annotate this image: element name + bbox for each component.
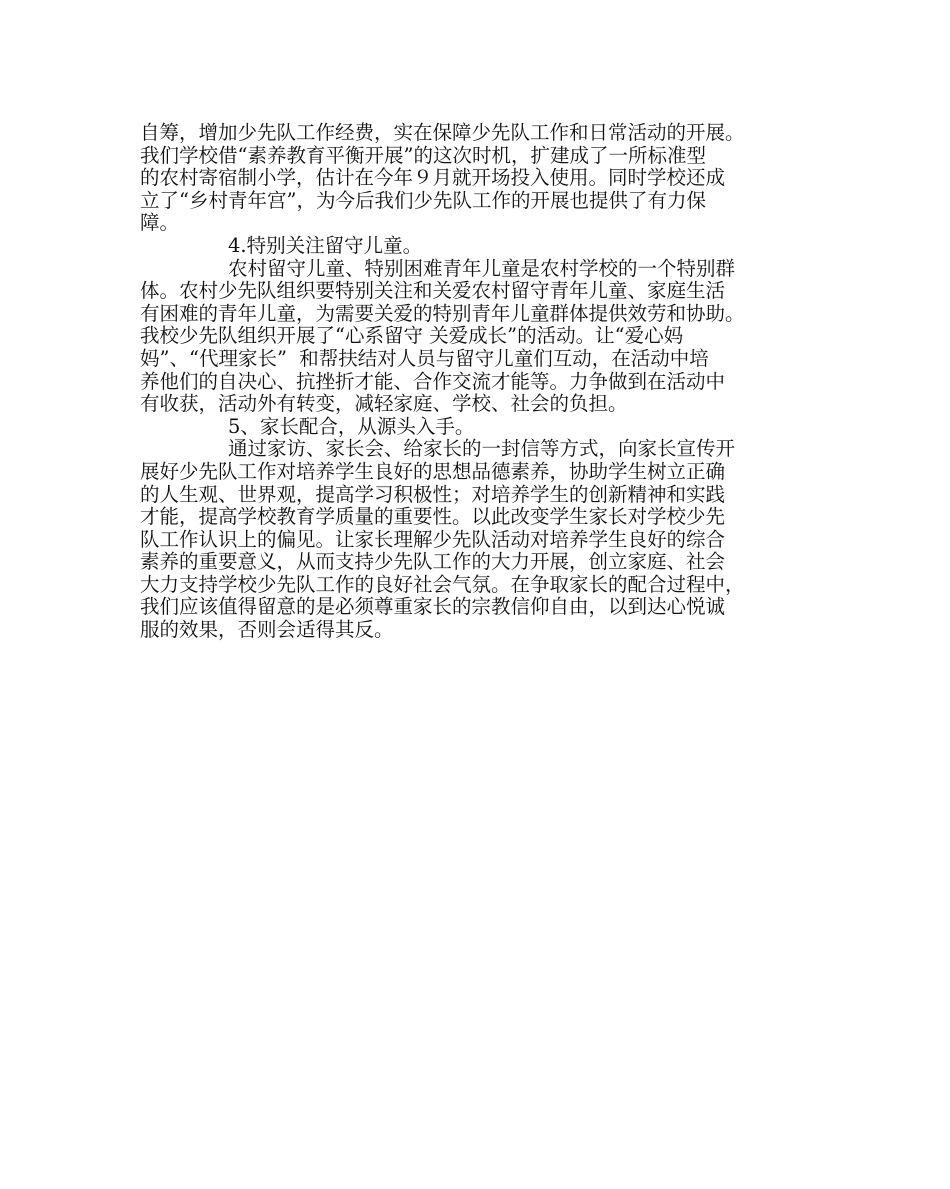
text-line: 展好少先队工作对培养学生良好的思想品德素养，协助学生树立正确 xyxy=(140,459,726,483)
body-text xyxy=(140,122,830,642)
text-line: 养他们的自决心、抗挫折才能、合作交流才能等。力争做到在活动中 xyxy=(140,369,726,393)
text-line: 的人生观、世界观，提高学习积极性；对培养学生的创新精神和实践 xyxy=(140,482,726,506)
text-line: 立了“乡村青年宫”，为今后我们少先队工作的开展也提供了有力保 xyxy=(140,188,706,212)
text-line: 有困难的青年儿童，为需要关爱的特别青年儿童群体提供效劳和协助。 xyxy=(140,301,745,325)
text-line: 队工作认识上的偏见。让家长理解少先队活动对培养学生良好的综合 xyxy=(140,527,726,551)
text-line: 自筹，增加少先队工作经费，实在保障少先队工作和日常活动的开展。 xyxy=(140,121,745,144)
text-line: 4.特别关注留守儿童。 xyxy=(228,233,423,257)
text-line: 的农村寄宿制小学，估计在今年９月就开场投入使用。同时学校还成 xyxy=(140,166,726,190)
text-line: 服的效果，否则会适得其反。 xyxy=(140,618,394,642)
text-line: 素养的重要意义，从而支持少先队工作的大力开展，创立家庭、社会 xyxy=(140,550,726,574)
text-line: 才能，提高学校教育学质量的重要性。以此改变学生家长对学校少先 xyxy=(140,505,726,529)
text-line: 通过家访、家长会、给家长的一封信等方式，向家长宣传开 xyxy=(228,437,736,461)
text-line: 5、家长配合，从源头入手。 xyxy=(228,414,475,438)
text-line: 我校少先队组织开展了“心系留守 关爱成长”的活动。让“爱心妈 xyxy=(140,324,684,348)
text-line: 我们学校借“素养教育平衡开展”的这次时机，扩建成了一所标准型 xyxy=(140,143,706,167)
text-line: 大力支持学校少先队工作的良好社会气氛。在争取家长的配合过程中， xyxy=(140,572,745,596)
text-line: 障。 xyxy=(140,211,180,235)
text-line: 妈”、“代理家长” 和帮扶结对人员与留守儿童们互动，在活动中培 xyxy=(140,346,709,370)
text-line: 体。农村少先队组织要特别关注和关爱农村留守青年儿童、家庭生活 xyxy=(140,279,726,303)
text-line: 有收获，活动外有转变，减轻家庭、学校、社会的负担。 xyxy=(140,392,628,416)
text-line: 农村留守儿童、特别困难青年儿童是农村学校的一个特别群 xyxy=(228,256,736,280)
text-line: 我们应该值得留意的是必须尊重家长的宗教信仰自由，以到达心悦诚 xyxy=(140,595,726,619)
